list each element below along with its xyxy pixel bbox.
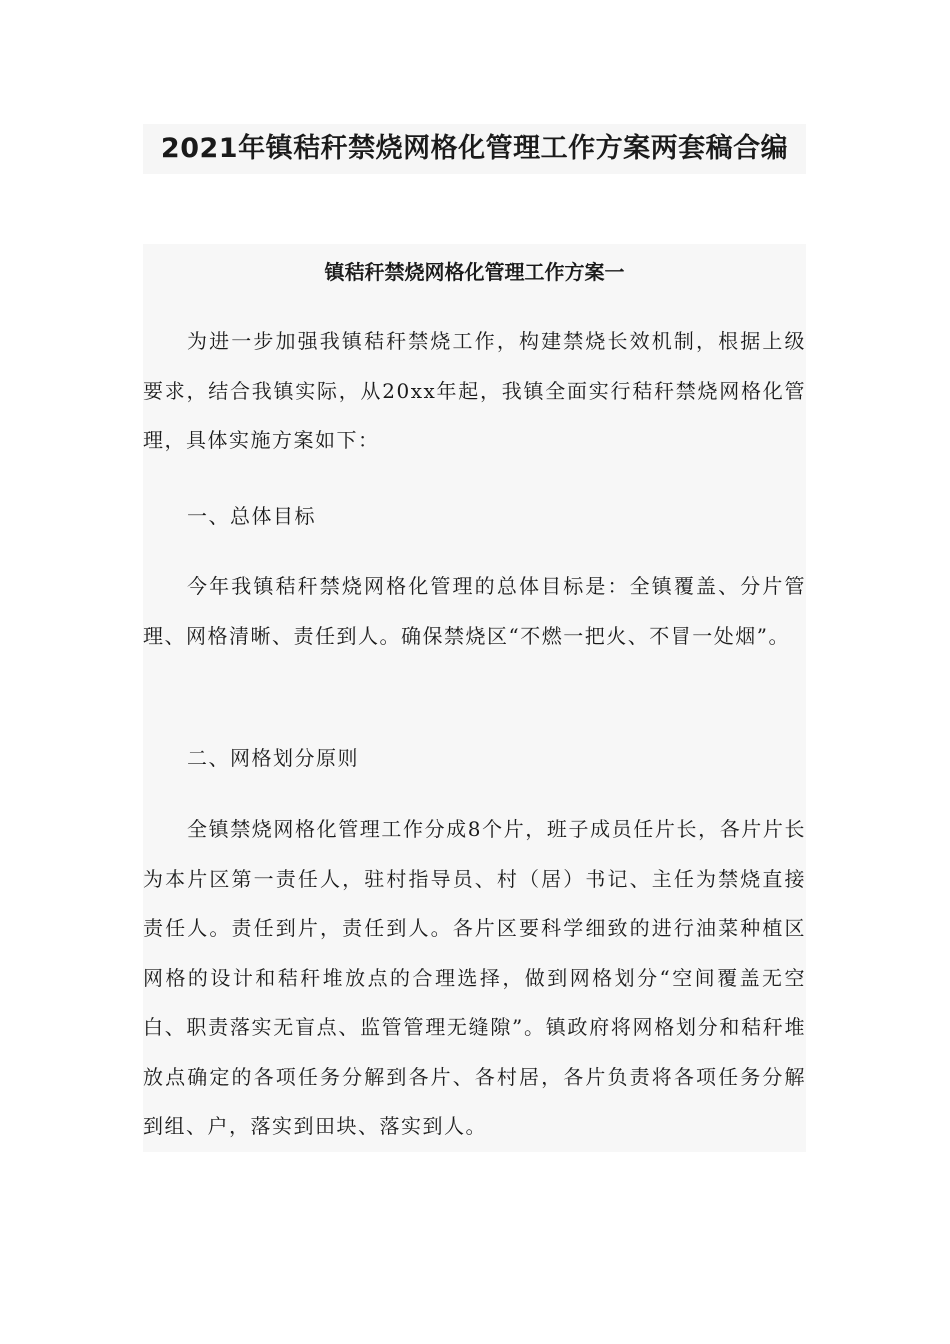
section-title: 镇秸秆禁烧网格化管理工作方案一 bbox=[324, 260, 625, 284]
goal-paragraph: 今年我镇秸秆禁烧网格化管理的总体目标是：全镇覆盖、分片管理、网格清晰、责任到人。确保禁烧区“不燃一把火、不冒一处烟”。 bbox=[143, 574, 806, 648]
heading-grid-principle: 二、网格划分原则 bbox=[187, 746, 359, 770]
document-body bbox=[143, 244, 806, 1152]
intro-paragraph: 为进一步加强我镇秸秆禁烧工作，构建禁烧长效机制，根据上级要求，结合我镇实际，从20xx年起，我镇全面实行秸秆禁烧网格化管理，具体实施方案如下： bbox=[143, 329, 806, 452]
grid-paragraph: 全镇禁烧网格化管理工作分成8个片，班子成员任片长，各片片长为本片区第一责任人，驻村指导员、村（居）书记、主任为禁烧直接责任人。责任到片，责任到人。各片区要科学细致的进行油菜种植区网格的设计和秸秆堆放点的合理选择，做到网格划分“空间覆盖无空白、职责落实无盲点、监管管理无缝隙”。镇政府将网格划分和秸秆堆放点确定的各项任务分解到各片、各村居，各片负责将各项任务分解到组、户，落实到田块、落实到人。 bbox=[143, 817, 806, 1138]
document-title: 2021年镇秸秆禁烧网格化管理工作方案两套稿合编 bbox=[143, 124, 806, 174]
heading-overall-goal: 一、总体目标 bbox=[187, 504, 316, 528]
